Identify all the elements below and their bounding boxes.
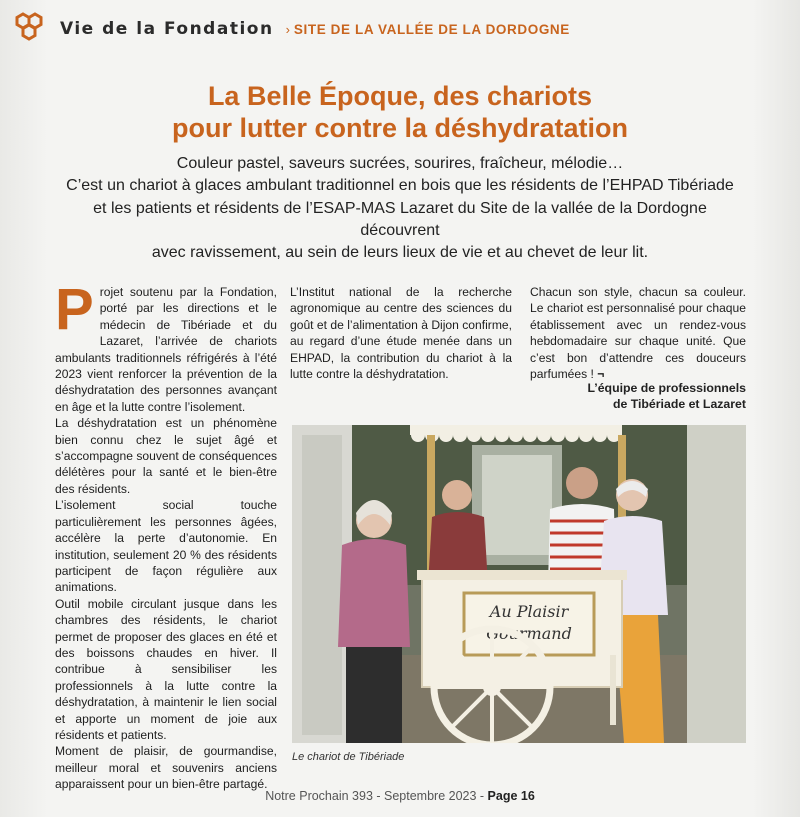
article-photo [292, 425, 746, 743]
paragraph: L’Institut national de la recherche agronomique au centre des sciences du goût et de l’alimentation à Dijon confirme, au regard d’une étude menée dans un EHPAD, la contribution du chariot à la lutte contre la déshydratation. [290, 285, 512, 382]
paragraph-text: Chacun son style, chacun sa couleur. Le chariot est personnalisé pour chaque établissement avec un rendez-vous hebdomadaire sur chaque unité. Que c’est bon d’attendre ces douceurs parfumées ! [530, 285, 746, 382]
breadcrumb: SITE DE LA VALLÉE DE LA DORDOGNE [293, 21, 570, 37]
hexagon-logo-icon [12, 12, 46, 46]
drop-cap: P [55, 277, 94, 342]
article-title [0, 80, 800, 144]
paragraph-text: rojet soutenu par la Fondation, porté par les directions et le médecin de Tibériade et du Lazaret, l’arrivée de chariots ambulants traditionnels réfrigérés à l’été 2023 vient renforcer la prévention de la déshydratation des personnes avançant en âge et la lutte contre l’isolement. [55, 285, 277, 414]
breadcrumb-separator-icon: › [285, 21, 290, 37]
article-signature [446, 380, 746, 412]
signature-line-1: L’équipe de professionnels [587, 381, 746, 395]
paragraph [55, 277, 277, 415]
intro-line: et les patients et résidents de l’ESAP-MAS Lazaret du Site de la vallée de la Dordogne découvrent [93, 199, 707, 239]
intro-line: C’est un chariot à glaces ambulant traditionnel en bois que les résidents de l’EHPAD Tibériade [66, 177, 734, 195]
page-header [12, 12, 570, 46]
body-column-2 [290, 284, 512, 382]
photo-illustration [292, 425, 746, 743]
paragraph: L’isolement social touche particulièrement les personnes âgées, accélère la perte d’autonomie. En institution, seulement 20 % des résidents participent de façon régulière aux animations. [55, 498, 277, 595]
intro-line: avec ravissement, au sein de leurs lieux de vie et au chevet de leur lit. [151, 244, 649, 262]
cart-sign-line-1: Au Plaisir [489, 602, 569, 621]
cart-wheel-icon [434, 629, 550, 743]
page-footer [0, 789, 800, 803]
body-column-3 [530, 284, 746, 382]
paragraph [530, 284, 746, 382]
paragraph: La déshydratation est un phénomène bien connu chez le sujet âgé et s’accompagne souvent de conséquences délétères pour la santé et le bien-être des résidents. [55, 416, 277, 496]
intro-line: Couleur pastel, saveurs sucrées, sourires, fraîcheur, mélodie… [176, 155, 624, 172]
title-line-1: La Belle Époque, des chariots [207, 81, 593, 111]
cart-sign-line-2: Gourmand [486, 624, 572, 643]
page-number: Page 16 [487, 789, 535, 803]
title-line-2: pour lutter contre la déshydratation [171, 113, 629, 143]
section-title: Vie de la Fondation [60, 19, 274, 39]
signature-line-2: de Tibériade et Lazaret [612, 397, 746, 411]
footer-text: Notre Prochain 393 - Septembre 2023 - [265, 789, 488, 803]
paragraph: Outil mobile circulant jusque dans les chambres des résidents, le chariot permet de proposer des glaces en été et des boissons chaudes en hiver. Il contribue à sensibiliser les professionnels à la lutte contre la déshydratation, à maintenir le lien social et apporte un moment de joie aux résidents et patients. [55, 596, 277, 742]
article-intro [60, 153, 740, 264]
paragraph: Moment de plaisir, de gourmandise, meilleur moral et souvenirs anciens apparaissent pour un bien-être partagé. [55, 744, 277, 792]
end-mark-icon: ¬ [597, 367, 605, 382]
body-column-1 [55, 277, 277, 793]
photo-caption: Le chariot de Tibériade [292, 751, 405, 763]
